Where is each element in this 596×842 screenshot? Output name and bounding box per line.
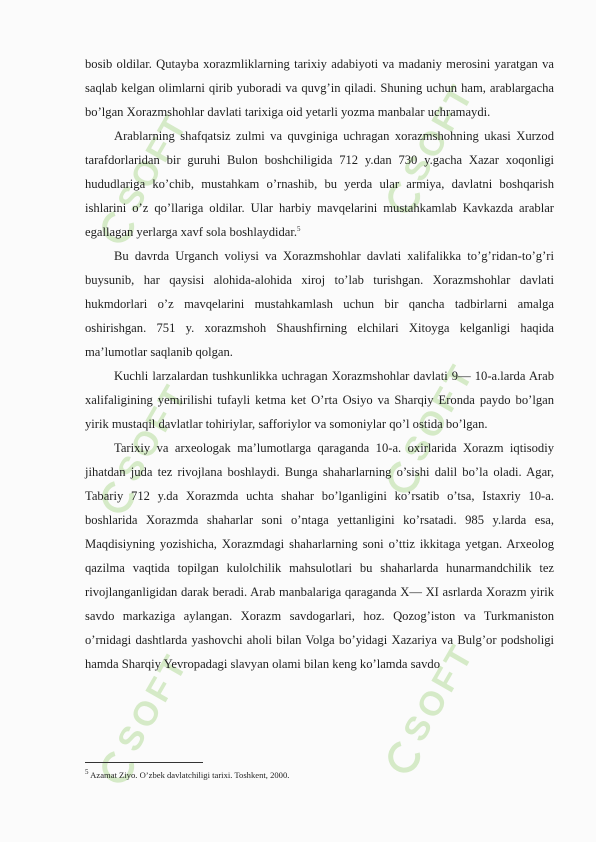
footnote-divider: [85, 762, 203, 763]
watermark-text: SOFT: [396, 356, 483, 468]
footnote-marker: 5: [85, 768, 89, 777]
watermark-text: SOFT: [396, 76, 483, 188]
watermark-logo-icon: [96, 745, 140, 789]
watermark-text: SOFT: [396, 636, 483, 748]
paragraph: Kuchli larzalardan tushkunlikka uchragan Xorazmshohlar davlati 9— 10-a.larda Arab xalifaligining yemirilishi tufayli ketma ket O’rta Osiyo va Sharqiy Eronda paydo bo’lgan yirik mustaqil davlatlar tohiriylar, safforiylor va somoniylar qo’l ostida bo’lgan.: [85, 369, 554, 431]
paragraph: Bu davrda Urganch voliysi va Xorazmshohlar davlati xalifalikka to’g’ridan-to’g’ri buysunib, har qaysisi alohida-alohida xiroj to’lab turishgan. Xorazmshohlar davlati hukmdorlari o’z mavqelarini mustahkamlash uchun bir qancha tadbirlarni amalga oshirishgan. 751 y. xorazmshoh Shaushfirning elchilari Xitoyga kelganligi haqida ma’lumotlar saqlanib qolgan.: [85, 249, 554, 359]
page-body: [85, 52, 554, 676]
footnote: [85, 769, 554, 781]
footnote-ref[interactable]: 5: [297, 224, 301, 233]
paragraph: Arablarning shafqatsiz zulmi va quvginiga uchragan xorazmshohning ukasi Xurzod tarafdorlaridan bir guruhi Bulon boshchiligida 712 y.dan 730 y.gacha Xazar xoqonligi hududlariga ko’chib, mustahkam o’rnashib, bu yerda ular armiya, davlatni boshqarish ishlarini o’z qo’llariga oldilar. Ular harbiy mavqelarini mustahkamlab Kavkazda arablar egallagan yerlarga xavf sola boshlaydidar.$^5$: [85, 129, 554, 239]
paragraph: bosib oldilar. Qutayba xorazmliklarning tarixiy adabiyoti va madaniy merosini yaratgan va saqlab kelgan olimlarni qirib yuboradi va quvg’in qiladi. Shuning uchun ham, arablargacha bo’lgan Xorazmshohlar davlati tarixiga oid yetarli yozma manbalar uchramaydi.: [85, 57, 554, 119]
watermark-text: SOFT: [110, 376, 197, 488]
watermark-text: SOFT: [110, 106, 197, 218]
paragraph: Tarixiy va arxeologak ma’lumotlarga qaraganda 10-a. oxirlarida Xorazm iqtisodiy jihatdan juda tez rivojlana boshlaydi. Bunga shaharlarning o’sishi dalil bo’la oladi. Agar, Tabariy 712 y.da Xorazmda uchta shahar bo’lganligini ko’rsatib o’tsa, Istaxriy 10-a. boshlarida Xorazmda shaharlar soni o’ntaga yettanligini ko’rsatadi. 985 y.larda esa, Maqdisiyning yozishicha, Xorazmdagi shaharlarning soni o’ttiz ikkitaga yetgan. Arxeolog qazilma vaqtida topilgan kulolchilik mahsulotlari bu shaharlarda hunarmandchilik tez rivojlanganligidan darak beradi. Arab manbalariga qaraganda X— XI asrlarda Xorazm yirik savdo markaziga aylangan. Xorazm savdogarlari, hoz. Qozog’iston va Turkmaniston o’rnidagi dashtlarda yashovchi aholi bilan Volga bo’yidagi Xazariya va Bulg’or podsholigi hamda Sharqiy Yevropadagi slavyan olami bilan keng ko’lamda savdo: [85, 441, 554, 671]
footnote-text: Azamat Ziyo. O’zbek davlatchiligi tarixi. Toshkent, 2000.: [88, 770, 290, 780]
watermark-text: SOFT: [110, 646, 197, 758]
